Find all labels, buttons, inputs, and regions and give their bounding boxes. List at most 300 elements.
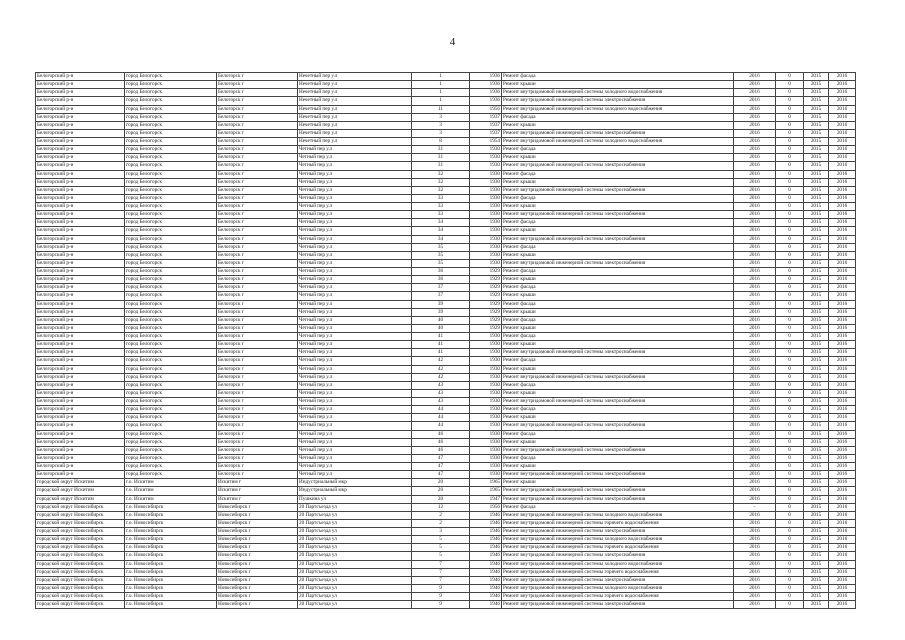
build-year-cell: 1937	[470, 129, 502, 137]
build-year-cell: 1930	[470, 146, 502, 154]
plan-year-cell: 2016	[734, 568, 776, 576]
build-year-cell: 1930	[470, 333, 502, 341]
plan-year-cell: 2016	[734, 398, 776, 406]
municipality-cell: г.о. Новосибирск	[125, 528, 217, 536]
period-start-cell: 2015	[804, 584, 829, 592]
district-cell: Белогорский р-н	[36, 178, 125, 186]
period-start-cell: 2015	[804, 284, 829, 292]
house-number-cell: 31	[412, 154, 470, 162]
build-year-cell: 1929	[470, 324, 502, 332]
house-number-cell: 35	[412, 251, 470, 259]
build-year-cell: 1930	[470, 235, 502, 243]
build-year-cell: 1929	[470, 268, 502, 276]
table-row	[36, 251, 856, 259]
district-cell: городской округ Искитим	[36, 479, 125, 487]
build-year-cell: 1930	[470, 438, 502, 446]
municipality-cell: г.о. Новосибирск	[125, 568, 217, 576]
municipality-cell: город Белогорск	[125, 162, 217, 170]
street-cell: Четный пер у.л	[298, 276, 412, 284]
settlement-cell: Белогорск г	[217, 389, 298, 397]
municipality-cell: город Белогорск	[125, 463, 217, 471]
district-cell: Белогорский р-н	[36, 365, 125, 373]
settlement-cell: Белогорск г	[217, 211, 298, 219]
table-row	[36, 511, 856, 519]
settlement-cell: Белогорск г	[217, 422, 298, 430]
municipality-cell: город Белогорск	[125, 430, 217, 438]
house-number-cell: 3	[412, 129, 470, 137]
settlement-cell: Белогорск г	[217, 259, 298, 267]
period-start-cell: 2015	[804, 479, 829, 487]
period-end-cell: 2016	[829, 528, 856, 536]
district-cell: Белогорский р-н	[36, 259, 125, 267]
period-end-cell: 2016	[829, 471, 856, 479]
district-cell: Белогорский р-н	[36, 349, 125, 357]
plan-year-cell: 2016	[734, 349, 776, 357]
settlement-cell: Белогорск г	[217, 292, 298, 300]
district-cell: Белогорский р-н	[36, 251, 125, 259]
build-year-cell: 1936	[470, 73, 502, 81]
build-year-cell: 1930	[470, 357, 502, 365]
house-number-cell: 33	[412, 211, 470, 219]
table-row	[36, 576, 856, 584]
plan-year-cell: 2016	[734, 357, 776, 365]
work-type-cell: Ремонт крыши	[502, 438, 734, 446]
street-cell: Четный пер у.л	[298, 308, 412, 316]
work-type-cell: Ремонт фасада	[502, 503, 734, 511]
period-end-cell: 2016	[829, 584, 856, 592]
settlement-cell: Новосибирск г	[217, 536, 298, 544]
period-end-cell: 2016	[829, 511, 856, 519]
work-type-cell: Ремонт внутридомовой инженерной системы электроснабжения	[502, 495, 734, 503]
period-start-cell: 2015	[804, 194, 829, 202]
house-number-cell: 47	[412, 463, 470, 471]
street-cell: Четный пер у.л	[298, 203, 412, 211]
settlement-cell: Новосибирск г	[217, 511, 298, 519]
work-type-cell: Ремонт фасада	[502, 284, 734, 292]
priority-cell: 0	[776, 422, 804, 430]
period-end-cell: 2016	[829, 560, 856, 568]
period-end-cell: 2016	[829, 365, 856, 373]
plan-year-cell: 2016	[734, 284, 776, 292]
district-cell: Белогорский р-н	[36, 276, 125, 284]
district-cell: Белогорский р-н	[36, 113, 125, 121]
build-year-cell: 1929	[470, 292, 502, 300]
work-type-cell: Ремонт внутридомовой инженерной системы горячего водоснабжения	[502, 544, 734, 552]
district-cell: Белогорский р-н	[36, 170, 125, 178]
municipality-cell: город Белогорск	[125, 121, 217, 129]
street-cell: Нечетный пер у.л	[298, 113, 412, 121]
house-number-cell: 8	[412, 138, 470, 146]
period-end-cell: 2016	[829, 316, 856, 324]
municipality-cell: г.о. Новосибирск	[125, 584, 217, 592]
table-row	[36, 398, 856, 406]
district-cell: Белогорский р-н	[36, 203, 125, 211]
work-type-cell: Ремонт внутридомовой инженерной системы электроснабжения	[502, 601, 734, 609]
settlement-cell: Белогорск г	[217, 129, 298, 137]
settlement-cell: Белогорск г	[217, 284, 298, 292]
plan-year-cell: 2016	[734, 422, 776, 430]
period-end-cell: 2016	[829, 162, 856, 170]
build-year-cell: 1954	[470, 138, 502, 146]
table-row	[36, 121, 856, 129]
work-type-cell: Ремонт внутридомовой инженерной системы электроснабжения	[502, 398, 734, 406]
house-number-cell: 36	[412, 268, 470, 276]
district-cell: Белогорский р-н	[36, 284, 125, 292]
house-number-cell: 47	[412, 454, 470, 462]
work-type-cell: Ремонт крыши	[502, 463, 734, 471]
build-year-cell: 1930	[470, 365, 502, 373]
build-year-cell: 1930	[470, 259, 502, 267]
municipality-cell: город Белогорск	[125, 333, 217, 341]
priority-cell: 0	[776, 414, 804, 422]
municipality-cell: г.о. Искитим	[125, 487, 217, 495]
repair-registry-table	[35, 72, 856, 609]
district-cell: городской округ Новосибирск	[36, 584, 125, 592]
priority-cell: 0	[776, 251, 804, 259]
table-row	[36, 73, 856, 81]
work-type-cell: Ремонт внутридомовой инженерной системы горячего водоснабжения	[502, 519, 734, 527]
house-number-cell: 35	[412, 259, 470, 267]
table-row	[36, 186, 856, 194]
period-end-cell: 2016	[829, 463, 856, 471]
district-cell: городской округ Новосибирск	[36, 576, 125, 584]
house-number-cell: 32	[412, 170, 470, 178]
priority-cell: 0	[776, 519, 804, 527]
municipality-cell: город Белогорск	[125, 186, 217, 194]
settlement-cell: Белогорск г	[217, 194, 298, 202]
municipality-cell: город Белогорск	[125, 268, 217, 276]
priority-cell: 0	[776, 479, 804, 487]
district-cell: Белогорский р-н	[36, 438, 125, 446]
period-start-cell: 2015	[804, 503, 829, 511]
work-type-cell: Ремонт внутридомовой инженерной системы электроснабжения	[502, 97, 734, 105]
house-number-cell: 47	[412, 471, 470, 479]
house-number-cell: 44	[412, 422, 470, 430]
priority-cell: 0	[776, 536, 804, 544]
period-end-cell: 2016	[829, 235, 856, 243]
work-type-cell: Ремонт крыши	[502, 324, 734, 332]
work-type-cell: Ремонт крыши	[502, 203, 734, 211]
period-end-cell: 2016	[829, 146, 856, 154]
municipality-cell: город Белогорск	[125, 398, 217, 406]
plan-year-cell: 2016	[734, 381, 776, 389]
build-year-cell: 1930	[470, 186, 502, 194]
table-row	[36, 316, 856, 324]
street-cell: 20 Партсъезда ул	[298, 584, 412, 592]
plan-year-cell: 2016	[734, 324, 776, 332]
settlement-cell: Белогорск г	[217, 357, 298, 365]
district-cell: Белогорский р-н	[36, 422, 125, 430]
page-number: 4	[449, 36, 456, 48]
house-number-cell: 41	[412, 349, 470, 357]
period-end-cell: 2016	[829, 438, 856, 446]
house-number-cell: 20	[412, 479, 470, 487]
district-cell: Белогорский р-н	[36, 138, 125, 146]
table-row	[36, 211, 856, 219]
plan-year-cell: 2016	[734, 389, 776, 397]
period-end-cell: 2016	[829, 446, 856, 454]
period-end-cell: 2016	[829, 105, 856, 113]
municipality-cell: город Белогорск	[125, 446, 217, 454]
period-end-cell: 2016	[829, 324, 856, 332]
street-cell: Четный пер у.л	[298, 357, 412, 365]
period-end-cell: 2016	[829, 276, 856, 284]
settlement-cell: Белогорск г	[217, 105, 298, 113]
street-cell: Четный пер у.л	[298, 219, 412, 227]
settlement-cell: Новосибирск г	[217, 528, 298, 536]
work-type-cell: Ремонт крыши	[502, 341, 734, 349]
street-cell: 20 Партсъезда ул	[298, 552, 412, 560]
work-type-cell: Ремонт внутридомовой инженерной системы электроснабжения	[502, 528, 734, 536]
district-cell: Белогорский р-н	[36, 235, 125, 243]
work-type-cell: Ремонт фасада	[502, 454, 734, 462]
house-number-cell: 37	[412, 292, 470, 300]
period-end-cell: 2016	[829, 568, 856, 576]
priority-cell: 0	[776, 211, 804, 219]
period-end-cell: 2016	[829, 194, 856, 202]
priority-cell: 0	[776, 406, 804, 414]
period-start-cell: 2015	[804, 186, 829, 194]
municipality-cell: город Белогорск	[125, 471, 217, 479]
street-cell: Нечетный пер у.л	[298, 138, 412, 146]
street-cell: Четный пер у.л	[298, 406, 412, 414]
municipality-cell: г.о. Искитим	[125, 479, 217, 487]
period-end-cell: 2016	[829, 227, 856, 235]
period-end-cell: 2016	[829, 398, 856, 406]
street-cell: Четный пер у.л	[298, 146, 412, 154]
period-start-cell: 2015	[804, 178, 829, 186]
street-cell: Четный пер у.л	[298, 341, 412, 349]
build-year-cell: 1946	[470, 519, 502, 527]
table-row	[36, 259, 856, 267]
plan-year-cell: 2016	[734, 235, 776, 243]
municipality-cell: город Белогорск	[125, 235, 217, 243]
municipality-cell: г.о. Новосибирск	[125, 601, 217, 609]
house-number-cell: 5	[412, 552, 470, 560]
settlement-cell: Белогорск г	[217, 341, 298, 349]
settlement-cell: Новосибирск г	[217, 568, 298, 576]
municipality-cell: город Белогорск	[125, 381, 217, 389]
period-start-cell: 2015	[804, 268, 829, 276]
table-row	[36, 268, 856, 276]
district-cell: городской округ Искитим	[36, 495, 125, 503]
period-start-cell: 2015	[804, 519, 829, 527]
street-cell: 20 Партсъезда ул	[298, 560, 412, 568]
house-number-cell: 31	[412, 146, 470, 154]
street-cell: 20 Партсъезда ул	[298, 544, 412, 552]
work-type-cell: Ремонт внутридомовой инженерной системы электроснабжения	[502, 162, 734, 170]
municipality-cell: город Белогорск	[125, 219, 217, 227]
work-type-cell: Ремонт внутридомовой инженерной системы электроснабжения	[502, 235, 734, 243]
street-cell: Четный пер у.л	[298, 235, 412, 243]
settlement-cell: Белогорск г	[217, 324, 298, 332]
district-cell: Белогорский р-н	[36, 373, 125, 381]
street-cell: Индустриальный мкр	[298, 487, 412, 495]
period-start-cell: 2015	[804, 349, 829, 357]
settlement-cell: Новосибирск г	[217, 544, 298, 552]
municipality-cell: город Белогорск	[125, 422, 217, 430]
priority-cell: 0	[776, 146, 804, 154]
period-start-cell: 2015	[804, 154, 829, 162]
plan-year-cell: 2016	[734, 129, 776, 137]
build-year-cell: 1930	[470, 446, 502, 454]
period-end-cell: 2016	[829, 284, 856, 292]
priority-cell: 0	[776, 349, 804, 357]
house-number-cell: 1	[412, 73, 470, 81]
period-end-cell: 2016	[829, 601, 856, 609]
district-cell: городской округ Новосибирск	[36, 511, 125, 519]
plan-year-cell: 2016	[734, 316, 776, 324]
work-type-cell: Ремонт крыши	[502, 479, 734, 487]
house-number-cell: 41	[412, 333, 470, 341]
street-cell: Четный пер у.л	[298, 454, 412, 462]
settlement-cell: Белогорск г	[217, 170, 298, 178]
build-year-cell: 1929	[470, 300, 502, 308]
priority-cell: 0	[776, 552, 804, 560]
build-year-cell: 1930	[470, 422, 502, 430]
period-end-cell: 2016	[829, 536, 856, 544]
work-type-cell: Ремонт внутридомовой инженерной системы электроснабжения	[502, 349, 734, 357]
plan-year-cell: 2016	[734, 463, 776, 471]
district-cell: Белогорский р-н	[36, 81, 125, 89]
priority-cell: 0	[776, 316, 804, 324]
plan-year-cell: 2016	[734, 341, 776, 349]
house-number-cell: 40	[412, 324, 470, 332]
municipality-cell: г.о. Новосибирск	[125, 560, 217, 568]
table-row	[36, 105, 856, 113]
period-start-cell: 2015	[804, 414, 829, 422]
settlement-cell: Белогорск г	[217, 300, 298, 308]
municipality-cell: г.о. Искитим	[125, 495, 217, 503]
street-cell: Четный пер у.л	[298, 243, 412, 251]
priority-cell: 0	[776, 113, 804, 121]
plan-year-cell: 2016	[734, 511, 776, 519]
build-year-cell: 1930	[470, 227, 502, 235]
municipality-cell: город Белогорск	[125, 341, 217, 349]
house-number-cell: 35	[412, 243, 470, 251]
district-cell: Белогорский р-н	[36, 97, 125, 105]
settlement-cell: Белогорск г	[217, 430, 298, 438]
settlement-cell: Белогорск г	[217, 243, 298, 251]
table-row	[36, 584, 856, 592]
build-year-cell: 1930	[470, 398, 502, 406]
period-end-cell: 2016	[829, 81, 856, 89]
period-end-cell: 2016	[829, 308, 856, 316]
build-year-cell: 1946	[470, 593, 502, 601]
build-year-cell: 1930	[470, 381, 502, 389]
priority-cell: 0	[776, 398, 804, 406]
municipality-cell: город Белогорск	[125, 227, 217, 235]
municipality-cell: г.о. Новосибирск	[125, 536, 217, 544]
build-year-cell: 1936	[470, 81, 502, 89]
period-start-cell: 2015	[804, 430, 829, 438]
build-year-cell: 1930	[470, 194, 502, 202]
house-number-cell: 43	[412, 381, 470, 389]
table-row	[36, 227, 856, 235]
period-end-cell: 2016	[829, 203, 856, 211]
house-number-cell: 31	[412, 162, 470, 170]
priority-cell: 0	[776, 105, 804, 113]
municipality-cell: город Белогорск	[125, 146, 217, 154]
table-row	[36, 446, 856, 454]
house-number-cell: 12	[412, 503, 470, 511]
period-start-cell: 2015	[804, 528, 829, 536]
district-cell: Белогорский р-н	[36, 316, 125, 324]
priority-cell: 0	[776, 333, 804, 341]
street-cell: Нечетный пер у.л	[298, 97, 412, 105]
table-row	[36, 495, 856, 503]
street-cell: 20 Партсъезда ул	[298, 511, 412, 519]
district-cell: Белогорский р-н	[36, 121, 125, 129]
build-year-cell: 1930	[470, 170, 502, 178]
plan-year-cell: 2016	[734, 544, 776, 552]
table-body	[36, 73, 856, 609]
plan-year-cell: 2016	[734, 105, 776, 113]
plan-year-cell: 2016	[734, 138, 776, 146]
work-type-cell: Ремонт крыши	[502, 292, 734, 300]
street-cell: Четный пер у.л	[298, 154, 412, 162]
street-cell: Четный пер у.л	[298, 414, 412, 422]
priority-cell: 0	[776, 576, 804, 584]
build-year-cell: 1946	[470, 536, 502, 544]
house-number-cell: 9	[412, 593, 470, 601]
settlement-cell: Искитим г	[217, 479, 298, 487]
settlement-cell: Искитим г	[217, 487, 298, 495]
plan-year-cell: 2016	[734, 479, 776, 487]
period-start-cell: 2015	[804, 129, 829, 137]
priority-cell: 0	[776, 438, 804, 446]
period-end-cell: 2016	[829, 178, 856, 186]
period-end-cell: 2016	[829, 357, 856, 365]
settlement-cell: Новосибирск г	[217, 503, 298, 511]
work-type-cell: Ремонт внутридомовой инженерной системы электроснабжения	[502, 552, 734, 560]
settlement-cell: Белогорск г	[217, 251, 298, 259]
period-start-cell: 2015	[804, 308, 829, 316]
priority-cell: 0	[776, 495, 804, 503]
plan-year-cell: 2016	[734, 292, 776, 300]
period-start-cell: 2015	[804, 389, 829, 397]
street-cell: 20 Партсъезда ул	[298, 568, 412, 576]
period-start-cell: 2015	[804, 471, 829, 479]
table-row	[36, 536, 856, 544]
settlement-cell: Белогорск г	[217, 308, 298, 316]
settlement-cell: Белогорск г	[217, 414, 298, 422]
district-cell: Белогорский р-н	[36, 357, 125, 365]
settlement-cell: Белогорск г	[217, 454, 298, 462]
priority-cell: 0	[776, 544, 804, 552]
period-end-cell: 2016	[829, 170, 856, 178]
work-type-cell: Ремонт внутридомовой инженерной системы холодного водоснабжения	[502, 584, 734, 592]
build-year-cell: 1947	[470, 495, 502, 503]
period-end-cell: 2016	[829, 259, 856, 267]
plan-year-cell: 2016	[734, 576, 776, 584]
settlement-cell: Белогорск г	[217, 186, 298, 194]
settlement-cell: Белогорск г	[217, 97, 298, 105]
period-start-cell: 2015	[804, 357, 829, 365]
priority-cell: 0	[776, 227, 804, 235]
priority-cell: 0	[776, 97, 804, 105]
plan-year-cell: 2016	[734, 89, 776, 97]
plan-year-cell: 2016	[734, 406, 776, 414]
district-cell: городской округ Новосибирск	[36, 552, 125, 560]
plan-year-cell: 2016	[734, 495, 776, 503]
table-row	[36, 219, 856, 227]
build-year-cell: 1946	[470, 576, 502, 584]
settlement-cell: Белогорск г	[217, 406, 298, 414]
work-type-cell: Ремонт внутридомовой инженерной системы холодного водоснабжения	[502, 560, 734, 568]
table-row	[36, 503, 856, 511]
period-start-cell: 2015	[804, 381, 829, 389]
